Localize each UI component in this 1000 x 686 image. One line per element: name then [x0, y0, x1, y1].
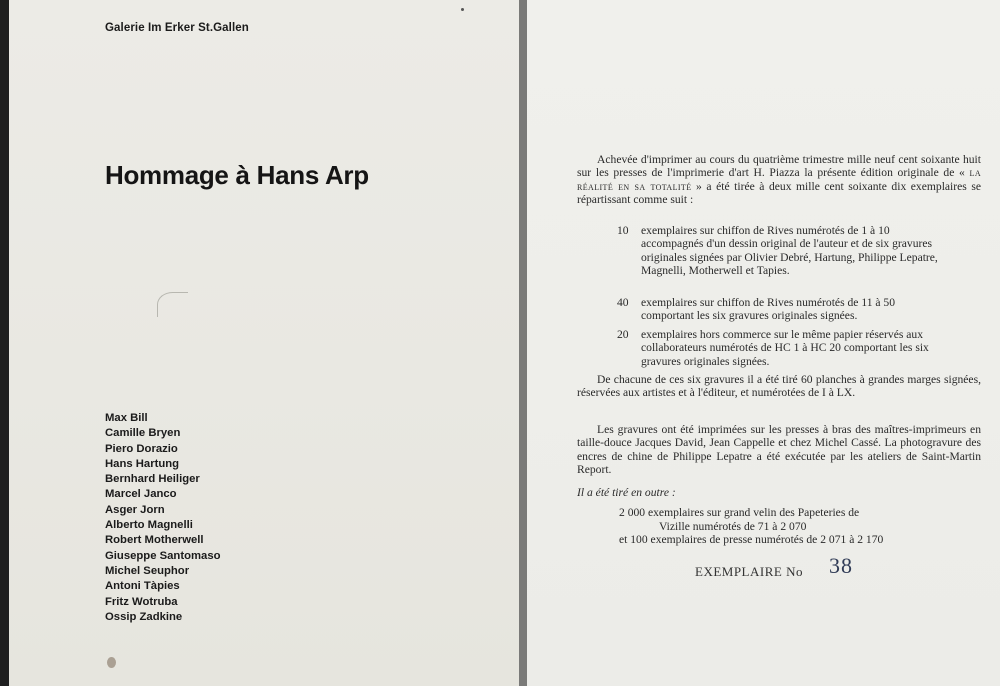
edition-description: exemplaires hors commerce sur le même papier réservés aux collaborateurs numérotés de HC 1 à HC 20 comportant les six gravures originales signées. [641, 328, 929, 368]
gravures-paragraph: Les gravures ont été imprimées sur les presses à bras des maîtres-imprimeurs en taille-douce Jacques David, Jean Cappelle et chez Michel Cassé. La photogravure des encres de chine de Philippe Lepatre a été exécutée par les ateliers de Saint-Martin Report. [577, 423, 981, 477]
edition-count: 20 [617, 328, 629, 341]
intro-text-end: » a été tirée à deux mille cent soixante dix exemplaires se répartissant comme suit : [577, 179, 981, 207]
edition-description: exemplaires sur chiffon de Rives numérotés de 11 à 50 comportant les six gravures originales signées. [641, 296, 896, 323]
edition-description: exemplaires sur chiffon de Rives numérotés de 1 à 10 accompagnés d'un dessin original de l'auteur et de six gravures originales signées par Olivier Debré, Hartung, Philippe Lepatre, Magnelli, Motherwell et Tapies. [641, 224, 938, 278]
artist-name: Hans Hartung [105, 457, 180, 470]
artist-name: Piero Dorazio [105, 442, 178, 455]
run-line: 2 000 exemplaires sur grand velin des Papeteries de [619, 506, 860, 519]
edition-entry [617, 224, 947, 278]
publisher-name: Galerie Im Erker St.Gallen [105, 22, 249, 34]
artist-name: Alberto Magnelli [105, 519, 193, 532]
edition-count: 40 [617, 296, 629, 309]
colophon-intro [577, 153, 981, 207]
artist-name: Max Bill [105, 412, 148, 424]
run-line: Vizille numérotés de 71 à 2 070 [659, 520, 807, 533]
paper-stain [107, 657, 116, 668]
additional-run-label: Il a été tiré en outre : [577, 486, 676, 499]
exemplaire-number: 38 [829, 553, 853, 578]
run-line: et 100 exemplaires de presse numérotés de 2 071 à 2 170 [619, 533, 884, 546]
artist-name: Michel Seuphor [105, 564, 190, 577]
planches-paragraph: De chacune de ces six gravures il a été tiré 60 planches à grandes marges signées, réservées aux artistes et à l'éditeur, et numérotées de I à LX. [577, 373, 981, 400]
edition-count: 10 [617, 224, 629, 237]
exemplaire-label: EXEMPLAIRE No [695, 564, 803, 579]
artist-name: Fritz Wotruba [105, 595, 178, 608]
intro-text: Achevée d'imprimer au cours du quatrième trimestre mille neuf cent soixante huit sur les presses de l'imprimerie d'art H. Piazza la présente édition originale de « [577, 153, 981, 180]
edition-entry [617, 296, 947, 323]
artist-name: Antoni Tàpies [105, 580, 180, 593]
book-title: Hommage à Hans Arp [105, 160, 369, 190]
colophon-page [527, 0, 1000, 686]
artist-name: Bernhard Heiliger [105, 473, 200, 486]
intro-book-title: la réalité en sa totalité [577, 166, 981, 193]
artist-name: Asger Jorn [105, 503, 165, 516]
edition-entry [617, 328, 947, 368]
paper-speck [461, 8, 464, 11]
artist-name: Ossip Zadkine [105, 610, 183, 623]
artist-name: Camille Bryen [105, 427, 181, 440]
artist-list [105, 411, 221, 625]
artist-name: Marcel Janco [105, 488, 177, 501]
artist-name: Robert Motherwell [105, 534, 204, 547]
artist-name: Giuseppe Santomaso [105, 549, 221, 562]
paper-crease-mark [157, 292, 188, 317]
